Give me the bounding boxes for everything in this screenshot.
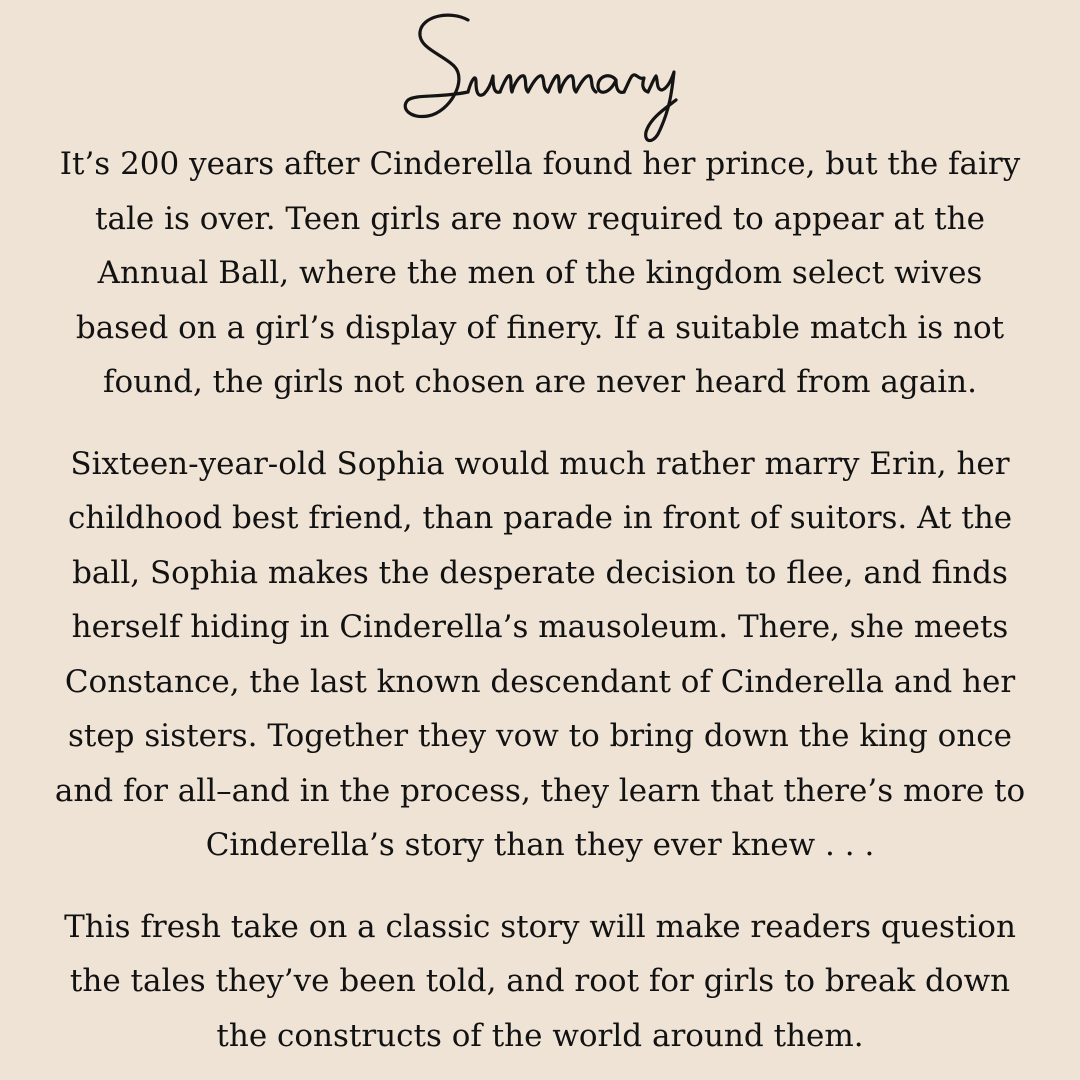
summary-title [380, 0, 700, 150]
paragraph-line: herself hiding in Cinderella’s mausoleum. There, she meets [71, 609, 1009, 645]
summary-paragraph-3 [20, 900, 1060, 1064]
summary-paragraph-1 [20, 137, 1060, 410]
paragraph-line: This fresh take on a classic story will make readers question [64, 908, 1016, 945]
paragraph-line: and for all–and in the process, they learn that there’s more to [54, 772, 1026, 809]
paragraph-line: found, the girls not chosen are never heard from again. [103, 364, 977, 400]
paragraph-line: ball, Sophia makes the desperate decision to flee, and finds [72, 554, 1008, 591]
paragraph-line: Annual Ball, where the men of the kingdom select wives [97, 255, 983, 291]
paragraph-line: step sisters. Together they vow to bring down the king once [67, 718, 1013, 754]
paragraph-line: tale is over. Teen girls are now required to appear at the [95, 200, 985, 237]
paragraph-line: childhood best friend, than parade in front of suitors. At the [67, 500, 1013, 536]
paragraph-line: the constructs of the world around them. [216, 1017, 864, 1054]
paragraph-line: Cinderella’s story than they ever knew . . . [205, 827, 875, 863]
summary-body [20, 137, 1060, 1063]
summary-paragraph-2 [20, 437, 1060, 873]
paragraph-line: the tales they’ve been told, and root for girls to break down [69, 963, 1011, 999]
paragraph-line: based on a girl’s display of finery. If a suitable match is not [75, 309, 1005, 346]
paragraph-line: It’s 200 years after Cinderella found her prince, but the fairy [59, 146, 1021, 182]
paragraph-line: Constance, the last known descendant of Cinderella and her [64, 663, 1016, 700]
summary-script-lettering [380, 0, 700, 150]
paragraph-line: Sixteen-year-old Sophia would much rather marry Erin, her [70, 445, 1010, 482]
